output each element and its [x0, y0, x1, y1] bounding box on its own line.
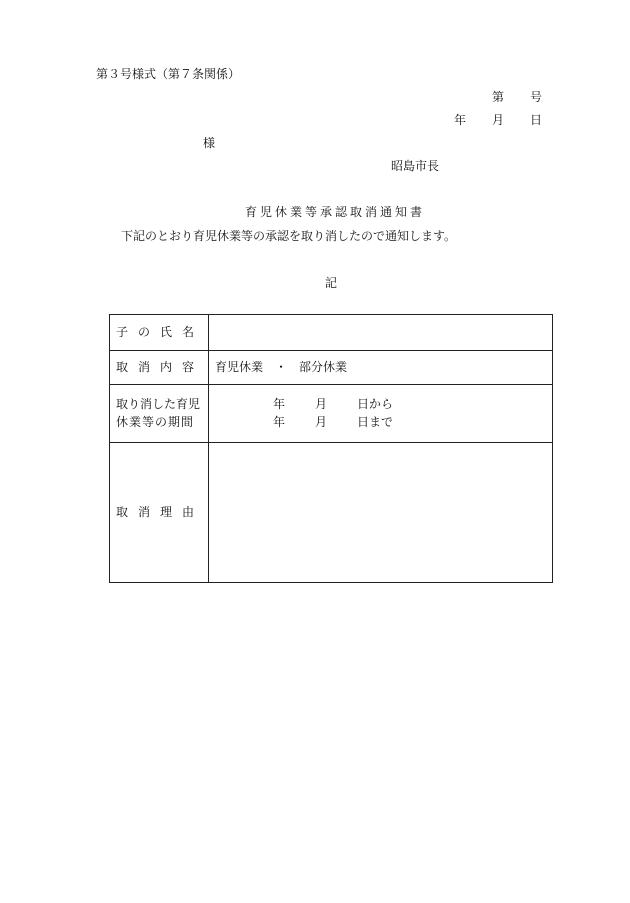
- document-date: [454, 114, 542, 126]
- sender: 昭島市長: [391, 159, 440, 173]
- body-text: 下記のとおり育児休業等の承認を取り消したので通知します。: [121, 229, 457, 243]
- date-month: 月: [491, 113, 504, 127]
- period-from-month: 月: [315, 397, 328, 412]
- table-row-reason: [110, 443, 553, 583]
- number-go: 号: [529, 90, 542, 104]
- period-to-year: 年: [273, 414, 286, 429]
- period-label-line1: 取り消した育児: [116, 397, 201, 412]
- date-day: 日: [529, 113, 542, 127]
- period-from[interactable]: [215, 396, 552, 413]
- table-row-child-name: [110, 315, 553, 351]
- table-row-period: [110, 385, 553, 443]
- reason-value[interactable]: [209, 443, 553, 583]
- form-id: 第３号様式（第７条関係）: [96, 67, 241, 81]
- reason-label-cell: [110, 443, 209, 583]
- period-to[interactable]: [215, 414, 552, 431]
- recipient-suffix: 様: [203, 136, 216, 150]
- document-number: [492, 91, 542, 103]
- period-label-line2: 休業等の期間: [116, 414, 195, 429]
- reason-label: 取消理由: [116, 504, 205, 519]
- cancel-option-childcare-leave[interactable]: 育児休業: [215, 359, 264, 374]
- cancel-content-value: [209, 351, 553, 385]
- period-value: [209, 385, 553, 443]
- child-name-value[interactable]: [209, 315, 553, 351]
- cancel-content-label: 取消内容: [116, 359, 205, 374]
- period-to-suffix: 日まで: [357, 414, 394, 429]
- period-from-year: 年: [273, 397, 286, 412]
- period-from-suffix: 日から: [357, 397, 394, 412]
- cancel-content-label-cell: [110, 351, 209, 385]
- notification-form-table: [109, 314, 553, 583]
- cancel-option-partial-leave[interactable]: 部分休業: [299, 359, 348, 374]
- child-name-label: 子の氏名: [116, 324, 205, 339]
- period-to-month: 月: [315, 414, 328, 429]
- period-label-cell: [110, 385, 209, 443]
- number-dai: 第: [491, 90, 504, 104]
- date-year: 年: [453, 113, 466, 127]
- table-row-cancel-content: [110, 351, 553, 385]
- cancel-separator: ・: [275, 359, 288, 374]
- ki-heading: 記: [325, 276, 338, 290]
- child-name-label-cell: [110, 315, 209, 351]
- document-title: 育児休業等承認取消通知書: [245, 205, 426, 219]
